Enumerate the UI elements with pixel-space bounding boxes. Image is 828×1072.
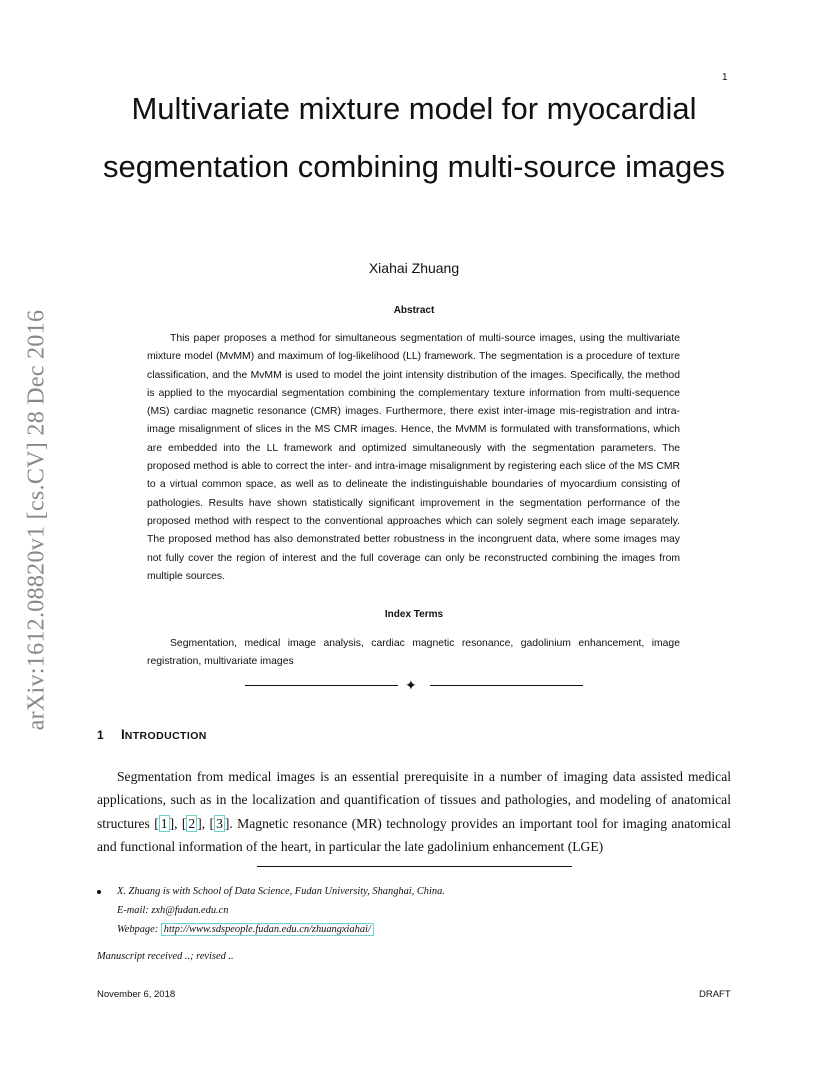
index-terms-body: Segmentation, medical image analysis, cardiac magnetic resonance, gadolinium enhancement, image registration, multivariate images: [147, 638, 680, 668]
separator-line-left: [245, 685, 398, 686]
separator-line-right: [430, 685, 583, 686]
separator-diamond-icon: ✦: [405, 677, 417, 693]
footnote-email: E-mail: zxh@fudan.edu.cn: [117, 905, 229, 916]
introduction-paragraph: Segmentation from medical images is an essential prerequisite in a number of imaging data assisted medical applications, such as in the localization and quantification of tissues and pathologies, and modeling of anatomical structures [ 1 ], [ 2 ], [ 3 ]. Magnetic resonance (MR) technology provides an important tool for imaging anatomical and functional information of the heart, in particular the late gadolinium enhancement (LGE): [97, 769, 732, 854]
author-name: Xiahai Zhuang: [368, 260, 460, 276]
footer-status: DRAFT: [699, 989, 731, 1000]
footnote-rule: [257, 866, 572, 867]
manuscript-note: Manuscript received ..; revised ..: [97, 951, 234, 962]
section-heading-rest: NTRODUCTION: [124, 730, 207, 742]
citation-link-2[interactable]: 2: [188, 815, 196, 831]
footnote-bullet: [97, 890, 101, 894]
footnote-webpage: [117, 924, 374, 935]
citation-link-3[interactable]: 3: [216, 815, 223, 831]
arxiv-stamp-text: arXiv:1612.08820v1 [cs.CV] 28 Dec 2016: [23, 309, 50, 731]
index-terms-heading: Index Terms: [384, 609, 444, 620]
abstract-body: This paper proposes a method for simultaneous segmentation of multi-source images, using the multivariate mixture model (MvMM) and maximum of log-likelihood (LL) framework. The segmentation is a procedure of texture classification, and the MvMM is used to model the joint intensity distribution of the images. Specifically, the method is applied to the myocardial segmentation combining the complementary texture information from multi-sequence (MS) cardiac magnetic resonance (CMR) images. Furthermore, there exist inter-image mis-registration and intra-image misalignment of slices in the MS CMR images. Hence, the MvMM is formulated with transformations, which are embedded into the LL framework and optimized simultaneously with the segmentation parameters. The proposed method is able to correct the inter- and intra-image misalignment by registering each slice of the MS CMR to a virtual common space, as well as to delineate the indistinguishable boundaries of myocardium consisting of pathologies. Results have shown statistically significant improvement in the segmentation performance of the proposed method with respect to the conventional approaches which can solely segment each image separately. The proposed method has also demonstrated better robustness in the incongruent data, where some images may not fully cover the region of interest and the full coverage can only be reconstructed combining the images from multiple sources.: [147, 333, 680, 582]
section-heading-initial: I: [121, 727, 125, 742]
intro-text-1: Segmentation from medical images is an essential prerequisite in a number of imaging data assisted medical applications, such as in the localization and quantification of tissues and pathologies, and modeling of anatomical structures: [97, 769, 731, 831]
abstract-heading: Abstract: [393, 305, 435, 316]
section-number: 1: [97, 728, 104, 742]
intro-text-2: . Magnetic resonance (MR) technology provides an important tool for imaging anatomical and functional information of the heart, in particular the late gadolinium enhancement (LGE): [97, 815, 732, 854]
citation-link-1[interactable]: 1: [160, 815, 168, 831]
footnote-affiliation: X. Zhuang is with School of Data Science, Fudan University, Shanghai, China.: [117, 886, 445, 897]
webpage-link[interactable]: http://www.sdspeople.fudan.edu.cn/zhuangxiahai/: [161, 923, 374, 936]
webpage-label: Webpage:: [117, 924, 161, 935]
page-number: 1: [722, 72, 728, 83]
section-heading-introduction: [97, 727, 207, 742]
footer-date: November 6, 2018: [97, 989, 176, 1000]
paper-title: Multivariate mixture model for myocardial segmentation combining multi-source images: [102, 91, 725, 184]
